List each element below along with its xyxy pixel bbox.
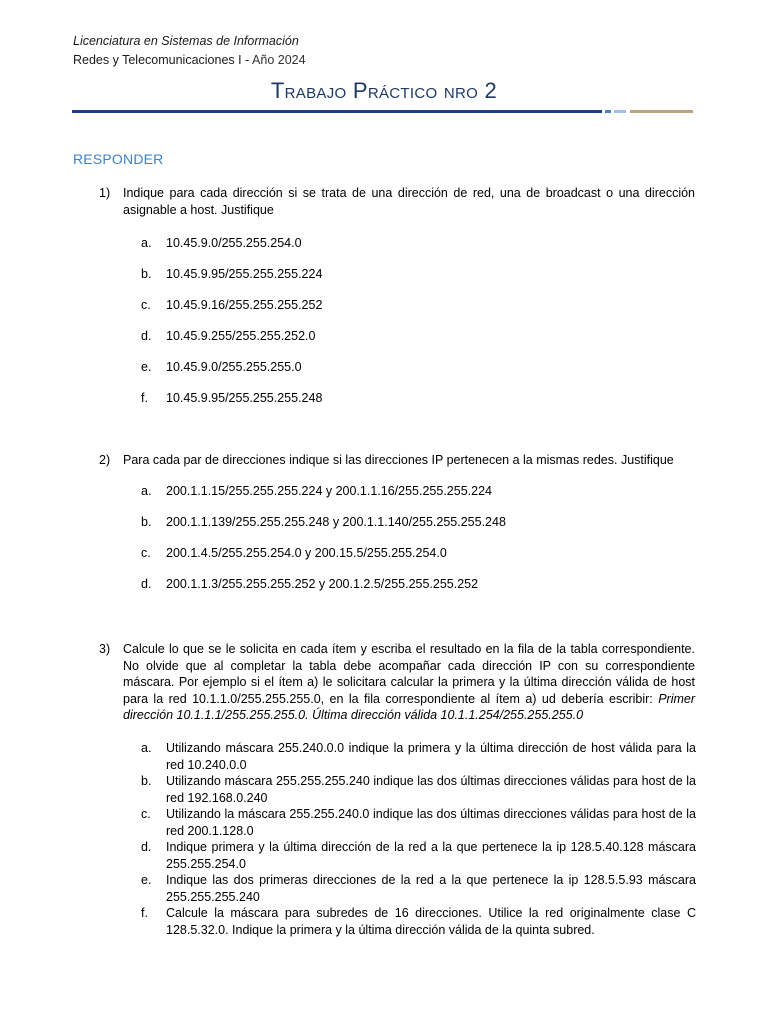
item-text: Indique las dos primeras direcciones de la red a la que pertenece la ip 128.5.5.93 máscara 255.255.255.240 <box>166 873 696 904</box>
item-text: 10.45.9.95/255.255.255.248 <box>166 391 323 405</box>
title-rule-accent <box>630 110 693 113</box>
item-letter: e. <box>141 360 152 374</box>
item-text: Utilizando máscara 255.255.255.240 indique las dos últimas direcciones válidas para host de la red 192.168.0.240 <box>166 774 696 805</box>
question-text: Para cada par de direcciones indique si las direcciones IP pertenecen a la mismas redes. Justifique <box>123 453 674 467</box>
item-letter: a. <box>141 484 152 498</box>
list-item <box>141 297 696 314</box>
list-item <box>141 266 696 283</box>
item-text: 200.1.1.3/255.255.255.252 y 200.1.2.5/255.255.255.252 <box>166 577 479 591</box>
question-1 <box>99 185 695 218</box>
question-number: 2) <box>99 453 111 467</box>
list-item <box>141 359 696 376</box>
question-number: 1) <box>99 186 111 200</box>
list-item <box>141 545 696 562</box>
question-text: Indique para cada dirección si se trata de una dirección de red, una de broadcast o una dirección asignable a host. Justifique <box>123 186 695 217</box>
item-text: 200.1.1.15/255.255.255.224 y 200.1.1.16/255.255.255.224 <box>166 484 492 498</box>
title-rule-accent <box>614 110 626 113</box>
list-item <box>141 235 696 252</box>
list-item <box>141 839 696 872</box>
section-heading: RESPONDER <box>73 151 164 167</box>
list-item <box>141 806 696 839</box>
question-example: Primer dirección 10.1.1.1/255.255.255.0. Última dirección válida 10.1.1.254/255.255.255.0 <box>123 691 695 722</box>
list-item <box>141 576 696 593</box>
title-rule-accent <box>605 110 611 113</box>
list-item <box>141 390 696 407</box>
item-letter: c. <box>141 546 151 560</box>
list-item <box>141 514 696 531</box>
page-title: Trabajo Práctico nro 2 <box>270 78 498 103</box>
item-letter: f. <box>141 906 148 920</box>
item-letter: d. <box>141 840 152 854</box>
item-letter: b. <box>141 267 152 281</box>
item-letter: a. <box>141 236 152 250</box>
list-item <box>141 773 696 806</box>
question-text <box>123 641 695 724</box>
course-header <box>73 53 306 67</box>
course-name: Redes y Telecomunicaciones I - <box>73 53 250 67</box>
question-number: 3) <box>99 642 111 656</box>
item-letter: a. <box>141 741 152 755</box>
item-text: 200.1.1.139/255.255.255.248 y 200.1.1.140/255.255.255.248 <box>166 515 506 529</box>
item-text: 10.45.9.0/255.255.254.0 <box>166 236 302 250</box>
item-text: Utilizando la máscara 255.255.240.0 indique las dos últimas direcciones válidas para host de la red 200.1.128.0 <box>166 807 696 838</box>
list-item <box>141 872 696 905</box>
item-text: 10.45.9.0/255.255.255.0 <box>166 360 302 374</box>
item-text: Calcule la máscara para subredes de 16 direcciones. Utilice la red originalmente clase C 128.5.32.0. Indique la primera y la última dirección válida de la quinta subred. <box>166 906 696 937</box>
item-letter: c. <box>141 298 151 312</box>
item-letter: d. <box>141 329 152 343</box>
item-text: 200.1.4.5/255.255.254.0 y 200.15.5/255.255.254.0 <box>166 546 447 560</box>
question-body: Calcule lo que se le solicita en cada ítem y escriba el resultado en la fila de la tabla correspondiente. No olvide que al completar la tabla debe acompañar cada dirección IP con su correspondiente máscara. Por ejemplo si el ítem a) le solicitara calcular la primera y la última dirección válida de host para la red 10.1.1.0/255.255.255.0, en la fila correspondiente al ítem a) ud debería escribir: <box>123 642 695 706</box>
item-letter: b. <box>141 515 152 529</box>
title-rule <box>72 110 602 113</box>
question-3 <box>99 641 695 724</box>
list-item <box>141 740 696 773</box>
item-letter: e. <box>141 873 152 887</box>
list-item <box>141 328 696 345</box>
item-letter: d. <box>141 577 152 591</box>
item-text: Utilizando máscara 255.240.0.0 indique la primera y la última dirección de host válida para la red 10.240.0.0 <box>166 741 696 772</box>
item-text: 10.45.9.255/255.255.252.0 <box>166 329 316 343</box>
item-text: 10.45.9.16/255.255.255.252 <box>166 298 323 312</box>
item-text: 10.45.9.95/255.255.255.224 <box>166 267 323 281</box>
program-name: Licenciatura en Sistemas de Información <box>73 34 299 48</box>
item-letter: b. <box>141 774 152 788</box>
item-letter: f. <box>141 391 148 405</box>
course-year: Año 2024 <box>249 53 306 67</box>
list-item <box>141 483 696 500</box>
item-text: Indique primera y la última dirección de la red a la que pertenece la ip 128.5.40.128 máscara 255.255.254.0 <box>166 840 696 871</box>
question-2 <box>99 452 695 469</box>
list-item <box>141 905 696 938</box>
item-letter: c. <box>141 807 151 821</box>
